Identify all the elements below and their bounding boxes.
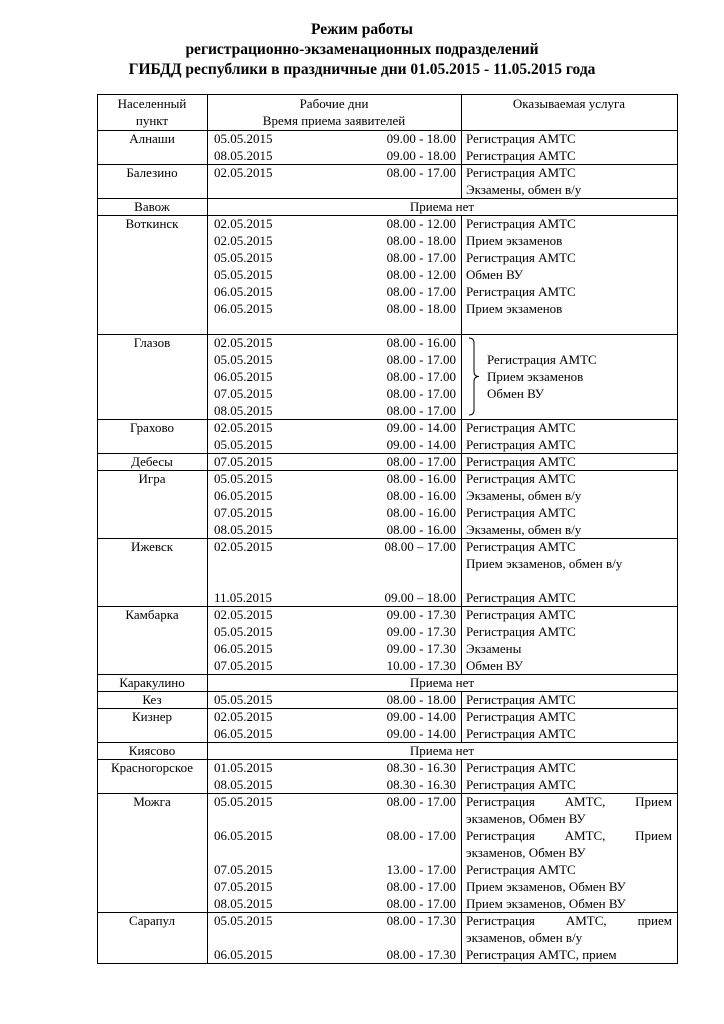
column-separator bbox=[677, 94, 678, 130]
column-separator bbox=[207, 606, 208, 674]
place-name: Красногорское bbox=[110, 760, 194, 775]
service-text: Регистрация АМТС bbox=[466, 862, 576, 877]
work-time: 08.30 - 16.30 bbox=[386, 777, 456, 792]
place-name: Воткинск bbox=[125, 216, 179, 231]
work-time: 08.00 - 18.00 bbox=[386, 233, 456, 248]
work-time: 09.00 - 17.30 bbox=[386, 624, 456, 639]
work-date: 08.05.2015 bbox=[214, 403, 273, 418]
column-separator bbox=[207, 691, 208, 708]
column-separator bbox=[677, 334, 678, 419]
column-separator bbox=[207, 470, 208, 538]
work-date: 08.05.2015 bbox=[214, 522, 273, 537]
work-date: 11.05.2015 bbox=[214, 590, 273, 605]
place-name: Вавож bbox=[134, 199, 170, 214]
service-text: Прием экзаменов, Обмен ВУ bbox=[466, 896, 626, 911]
work-date: 06.05.2015 bbox=[214, 726, 273, 741]
column-separator bbox=[97, 759, 98, 793]
column-separator bbox=[677, 453, 678, 470]
column-separator bbox=[97, 334, 98, 419]
work-time: 08.00 - 17.00 bbox=[386, 284, 456, 299]
column-separator bbox=[461, 164, 462, 198]
work-time: 09.00 - 14.00 bbox=[386, 709, 456, 724]
service-text: Регистрация АМТС bbox=[466, 250, 576, 265]
work-date: 02.05.2015 bbox=[214, 216, 273, 231]
work-date: 08.05.2015 bbox=[214, 777, 273, 792]
work-time: 08.00 - 18.00 bbox=[386, 301, 456, 316]
work-date: 05.05.2015 bbox=[214, 131, 273, 146]
work-time: 08.00 - 12.00 bbox=[386, 216, 456, 231]
service-text: Прием экзаменов bbox=[466, 233, 563, 248]
service-text bbox=[466, 912, 672, 929]
place-name: Киясово bbox=[128, 743, 176, 758]
service-word: Прием bbox=[635, 794, 672, 809]
column-separator bbox=[97, 470, 98, 538]
column-separator bbox=[677, 912, 678, 963]
work-date: 05.05.2015 bbox=[214, 624, 273, 639]
column-separator bbox=[97, 215, 98, 334]
work-date: 06.05.2015 bbox=[214, 947, 273, 962]
work-time: 08.00 - 17.00 bbox=[386, 165, 456, 180]
column-separator bbox=[207, 759, 208, 793]
column-separator bbox=[207, 419, 208, 453]
service-text: Регистрация АМТС bbox=[466, 165, 576, 180]
curly-brace bbox=[467, 337, 481, 416]
work-date: 07.05.2015 bbox=[214, 386, 273, 401]
place-name: Дебесы bbox=[131, 454, 173, 469]
work-time: 09.00 - 17.30 bbox=[386, 641, 456, 656]
work-date: 02.05.2015 bbox=[214, 420, 273, 435]
column-separator bbox=[677, 742, 678, 759]
service-word: Регистрация bbox=[466, 913, 535, 928]
column-separator bbox=[677, 708, 678, 742]
service-text: Регистрация АМТС bbox=[466, 777, 576, 792]
column-separator bbox=[677, 674, 678, 691]
column-separator bbox=[677, 164, 678, 198]
work-date: 02.05.2015 bbox=[214, 233, 273, 248]
column-separator bbox=[207, 164, 208, 198]
service-word: Регистрация bbox=[466, 794, 535, 809]
service-text: Обмен ВУ bbox=[466, 267, 523, 282]
column-separator bbox=[97, 691, 98, 708]
service-word: Прием bbox=[635, 828, 672, 843]
work-date: 06.05.2015 bbox=[214, 641, 273, 656]
work-date: 02.05.2015 bbox=[214, 165, 273, 180]
column-separator bbox=[461, 470, 462, 538]
work-time: 08.00 - 16.00 bbox=[386, 505, 456, 520]
work-date: 07.05.2015 bbox=[214, 658, 273, 673]
service-text bbox=[466, 827, 672, 844]
place-name: Алнаши bbox=[129, 131, 175, 146]
column-separator bbox=[97, 708, 98, 742]
column-separator bbox=[461, 691, 462, 708]
column-separator bbox=[461, 130, 462, 164]
work-date: 05.05.2015 bbox=[214, 913, 273, 928]
work-time: 08.00 - 17.00 bbox=[386, 403, 456, 418]
column-separator bbox=[677, 215, 678, 334]
place-name: Камбарка bbox=[125, 607, 179, 622]
column-separator bbox=[97, 130, 98, 164]
column-separator bbox=[97, 538, 98, 606]
place-name: Кизнер bbox=[132, 709, 172, 724]
column-separator bbox=[461, 606, 462, 674]
service-text: Экзамены bbox=[466, 641, 522, 656]
column-separator bbox=[677, 759, 678, 793]
work-date: 02.05.2015 bbox=[214, 607, 273, 622]
work-date: 05.05.2015 bbox=[214, 471, 273, 486]
column-separator bbox=[207, 453, 208, 470]
service-text: Экзамены, обмен в/у bbox=[466, 182, 582, 197]
column-separator bbox=[97, 419, 98, 453]
service-text: Регистрация АМТС bbox=[466, 148, 576, 163]
service-text: Прием экзаменов, Обмен ВУ bbox=[466, 879, 626, 894]
column-separator bbox=[207, 674, 208, 691]
work-date: 05.05.2015 bbox=[214, 794, 273, 809]
column-separator bbox=[97, 606, 98, 674]
work-date: 02.05.2015 bbox=[214, 335, 273, 350]
work-date: 06.05.2015 bbox=[214, 828, 273, 843]
service-text: Прием экзаменов, обмен в/у bbox=[466, 556, 623, 571]
column-separator bbox=[677, 793, 678, 912]
service-text: Регистрация АМТС bbox=[466, 692, 576, 707]
service-text: Регистрация АМТС, прием bbox=[466, 947, 617, 962]
work-time: 08.00 - 17.00 bbox=[386, 794, 456, 809]
service-word: АМТС, bbox=[564, 794, 606, 809]
work-time: 09.00 - 14.00 bbox=[386, 437, 456, 452]
service-text: Регистрация АМТС bbox=[466, 216, 576, 231]
service-text: Регистрация АМТС bbox=[466, 420, 576, 435]
place-name: Игра bbox=[138, 471, 166, 486]
column-separator bbox=[207, 708, 208, 742]
column-separator bbox=[207, 130, 208, 164]
service-word: АМТС, bbox=[564, 828, 606, 843]
column-separator bbox=[677, 198, 678, 215]
title-line-1: Режим работы bbox=[311, 21, 413, 38]
service-text: Регистрация АМТС bbox=[466, 624, 576, 639]
work-time: 08.00 - 17.00 bbox=[386, 454, 456, 469]
work-time: 08.00 - 18.00 bbox=[386, 692, 456, 707]
column-separator bbox=[461, 708, 462, 742]
work-time: 09.00 – 18.00 bbox=[384, 590, 456, 605]
service-text: Регистрация АМТС bbox=[466, 131, 576, 146]
work-date: 05.05.2015 bbox=[214, 250, 273, 265]
work-time: 08.00 – 17.00 bbox=[384, 539, 456, 554]
work-date: 07.05.2015 bbox=[214, 505, 273, 520]
column-separator bbox=[461, 334, 462, 419]
service-text: Регистрация АМТС bbox=[466, 505, 576, 520]
work-time: 08.00 - 16.00 bbox=[386, 335, 456, 350]
column-separator bbox=[207, 742, 208, 759]
service-text: Экзамены, обмен в/у bbox=[466, 488, 582, 503]
work-time: 08.30 - 16.30 bbox=[386, 760, 456, 775]
column-separator bbox=[461, 538, 462, 606]
column-separator bbox=[207, 215, 208, 334]
place-name: Сарапул bbox=[129, 913, 175, 928]
column-separator bbox=[207, 198, 208, 215]
work-date: 06.05.2015 bbox=[214, 301, 273, 316]
service-text: экзаменов, обмен в/у bbox=[466, 930, 583, 945]
work-time: 08.00 - 17.00 bbox=[386, 828, 456, 843]
work-time: 08.00 - 17.00 bbox=[386, 896, 456, 911]
service-word: АМТС, bbox=[565, 913, 607, 928]
place-name: Ижевск bbox=[130, 539, 174, 554]
work-date: 06.05.2015 bbox=[214, 284, 273, 299]
row-separator bbox=[97, 94, 678, 95]
work-date: 05.05.2015 bbox=[214, 352, 273, 367]
place-name: Кез bbox=[142, 692, 162, 707]
closed-label: Приема нет bbox=[409, 743, 475, 758]
work-time: 08.00 - 17.00 bbox=[386, 352, 456, 367]
work-date: 01.05.2015 bbox=[214, 760, 273, 775]
place-name: Можга bbox=[133, 794, 171, 809]
column-separator bbox=[97, 793, 98, 912]
service-text: Регистрация АМТС bbox=[466, 760, 576, 775]
title-line-3: ГИБДД республики в праздничные дни 01.05.2015 - 11.05.2015 года bbox=[128, 61, 596, 78]
work-date: 06.05.2015 bbox=[214, 369, 273, 384]
column-separator bbox=[461, 419, 462, 453]
column-separator bbox=[97, 674, 98, 691]
work-date: 05.05.2015 bbox=[214, 437, 273, 452]
work-time: 08.00 - 16.00 bbox=[386, 471, 456, 486]
header-service: Оказываемая услуга bbox=[512, 96, 626, 111]
service-text: Прием экзаменов bbox=[466, 301, 563, 316]
place-name: Балезино bbox=[126, 165, 178, 180]
service-text: Регистрация АМТС bbox=[466, 539, 576, 554]
work-time: 08.00 - 17.00 bbox=[386, 369, 456, 384]
service-text: Регистрация АМТС bbox=[466, 709, 576, 724]
place-name: Глазов bbox=[133, 335, 171, 350]
service-text: Прием экзаменов bbox=[487, 369, 584, 384]
column-separator bbox=[97, 742, 98, 759]
header-settlement: Населенный bbox=[117, 96, 187, 111]
column-separator bbox=[677, 470, 678, 538]
column-separator bbox=[461, 215, 462, 334]
work-date: 05.05.2015 bbox=[214, 692, 273, 707]
closed-label: Приема нет bbox=[409, 675, 475, 690]
work-time: 08.00 - 16.00 bbox=[386, 488, 456, 503]
service-text: Регистрация АМТС bbox=[466, 454, 576, 469]
row-separator bbox=[97, 963, 678, 964]
place-name: Грахово bbox=[129, 420, 175, 435]
work-time: 10.00 - 17.30 bbox=[386, 658, 456, 673]
service-text: экзаменов, Обмен ВУ bbox=[466, 811, 586, 826]
column-separator bbox=[207, 793, 208, 912]
service-text: Регистрация АМТС bbox=[466, 726, 576, 741]
work-time: 09.00 - 17.30 bbox=[386, 607, 456, 622]
work-time: 08.00 - 17.00 bbox=[386, 386, 456, 401]
service-text: Регистрация АМТС bbox=[466, 284, 576, 299]
work-date: 07.05.2015 bbox=[214, 862, 273, 877]
work-date: 08.05.2015 bbox=[214, 148, 273, 163]
work-time: 08.00 - 17.00 bbox=[386, 250, 456, 265]
work-date: 02.05.2015 bbox=[214, 709, 273, 724]
column-separator bbox=[677, 606, 678, 674]
work-date: 07.05.2015 bbox=[214, 454, 273, 469]
work-time: 08.00 - 16.00 bbox=[386, 522, 456, 537]
column-separator bbox=[461, 793, 462, 912]
service-word: прием bbox=[637, 913, 672, 928]
header-days: Время приема заявителей bbox=[262, 113, 406, 128]
place-name: Каракулино bbox=[119, 675, 185, 690]
title-line-2: регистрационно-экзаменационных подразделений bbox=[185, 41, 539, 58]
service-text: Регистрация АМТС bbox=[466, 471, 576, 486]
header-settlement: пункт bbox=[135, 113, 169, 128]
column-separator bbox=[677, 419, 678, 453]
column-separator bbox=[461, 912, 462, 963]
service-text: Экзамены, обмен в/у bbox=[466, 522, 582, 537]
work-time: 08.00 - 17.30 bbox=[386, 947, 456, 962]
service-text: Обмен ВУ bbox=[487, 386, 544, 401]
work-time: 08.00 - 17.30 bbox=[386, 913, 456, 928]
work-date: 06.05.2015 bbox=[214, 488, 273, 503]
header-days: Рабочие дни bbox=[299, 96, 369, 111]
closed-label: Приема нет bbox=[409, 199, 475, 214]
column-separator bbox=[207, 538, 208, 606]
column-separator bbox=[97, 453, 98, 470]
column-separator bbox=[97, 198, 98, 215]
work-time: 08.00 - 17.00 bbox=[386, 879, 456, 894]
work-date: 02.05.2015 bbox=[214, 539, 273, 554]
column-separator bbox=[207, 94, 208, 130]
column-separator bbox=[461, 94, 462, 130]
column-separator bbox=[677, 538, 678, 606]
service-text: экзаменов, Обмен ВУ bbox=[466, 845, 586, 860]
work-time: 09.00 - 14.00 bbox=[386, 726, 456, 741]
column-separator bbox=[677, 691, 678, 708]
column-separator bbox=[207, 912, 208, 963]
column-separator bbox=[461, 759, 462, 793]
work-time: 09.00 - 14.00 bbox=[386, 420, 456, 435]
column-separator bbox=[461, 453, 462, 470]
service-text bbox=[466, 793, 672, 810]
work-time: 08.00 - 12.00 bbox=[386, 267, 456, 282]
column-separator bbox=[97, 164, 98, 198]
service-word: Регистрация bbox=[466, 828, 535, 843]
column-separator bbox=[207, 334, 208, 419]
service-text: Регистрация АМТС bbox=[466, 437, 576, 452]
service-text: Регистрация АМТС bbox=[466, 607, 576, 622]
service-text: Обмен ВУ bbox=[466, 658, 523, 673]
column-separator bbox=[677, 130, 678, 164]
service-text: Регистрация АМТС bbox=[466, 590, 576, 605]
work-time: 13.00 - 17.00 bbox=[386, 862, 456, 877]
service-text: Регистрация АМТС bbox=[487, 352, 597, 367]
work-time: 09.00 - 18.00 bbox=[386, 131, 456, 146]
work-date: 07.05.2015 bbox=[214, 879, 273, 894]
column-separator bbox=[97, 912, 98, 963]
work-time: 09.00 - 18.00 bbox=[386, 148, 456, 163]
work-date: 05.05.2015 bbox=[214, 267, 273, 282]
work-date: 08.05.2015 bbox=[214, 896, 273, 911]
column-separator bbox=[97, 94, 98, 130]
